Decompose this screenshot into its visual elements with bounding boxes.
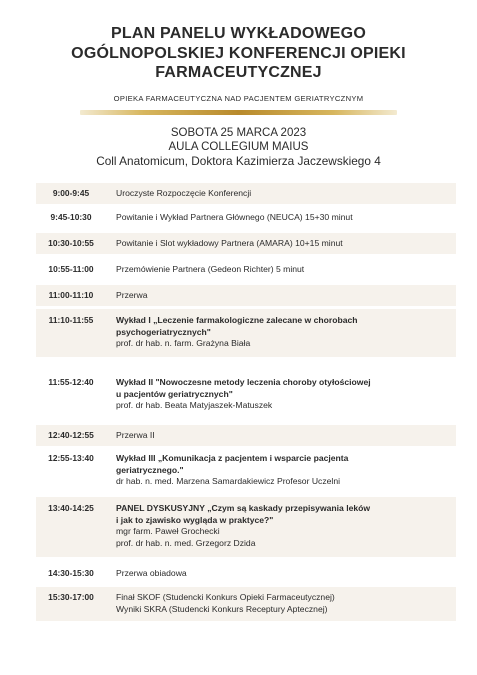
panel-speaker: mgr farm. Paweł Grochecki	[116, 526, 220, 536]
document-title	[20, 24, 457, 83]
schedule-time: 12:40-12:55	[48, 430, 94, 440]
schedule-description	[116, 188, 456, 200]
schedule-row	[36, 372, 456, 420]
schedule-row	[36, 259, 456, 280]
schedule-description	[116, 503, 456, 549]
schedule-description	[116, 592, 456, 615]
schedule-time: 10:30-10:55	[48, 238, 94, 248]
lecture-speaker: prof. dr hab. Beata Matyjaszek-Matuszek	[116, 400, 273, 410]
lecture-title: Wykład I „Leczenie farmakologiczne zalecane w chorobach	[116, 315, 358, 325]
event-info	[20, 126, 457, 169]
title-line-1: PLAN PANELU WYKŁADOWEGO	[111, 25, 366, 42]
lecture-speaker: prof. dr hab. n. farm. Grażyna Biała	[116, 338, 251, 348]
schedule-time: 11:55-12:40	[48, 377, 94, 387]
lecture-title: u pacjentów geriatrycznych"	[116, 388, 233, 399]
schedule-row	[36, 497, 456, 557]
lecture-title: Wykład III „Komunikacja z pacjentem i wsparcie pacjenta	[116, 453, 349, 463]
schedule-row	[36, 233, 456, 254]
schedule-line: Wyniki SKRA (Studencki Konkurs Receptury Aptecznej)	[116, 603, 328, 614]
schedule-description	[116, 568, 456, 580]
schedule-time: 12:55-13:40	[48, 453, 94, 463]
schedule-time: 10:55-11:00	[48, 264, 94, 274]
schedule-row	[36, 587, 456, 621]
schedule-description	[116, 238, 456, 250]
schedule-description	[116, 212, 456, 224]
schedule-description	[116, 430, 456, 442]
panel-title: PANEL DYSKUSYJNY „Czym są kaskady przepisywania leków	[116, 503, 371, 513]
lecture-title: Wykład II "Nowoczesne metody leczenia choroby otyłościowej	[116, 377, 371, 387]
schedule-time: 9:45-10:30	[50, 212, 92, 222]
schedule-description	[116, 290, 456, 302]
schedule-description	[116, 377, 456, 412]
schedule-time: 14:30-15:30	[48, 568, 94, 578]
title-line-2: OGÓLNOPOLSKIEJ KONFERENCJI OPIEKI	[71, 44, 406, 62]
schedule-line: Przerwa II	[116, 430, 155, 440]
schedule-line: Finał SKOF (Studencki Konkurs Opieki Farmaceutycznej)	[116, 592, 335, 602]
schedule-time: 13:40-14:25	[48, 503, 94, 513]
schedule-row	[36, 563, 456, 584]
schedule-row	[36, 207, 456, 228]
schedule-row	[36, 309, 456, 357]
schedule-description	[116, 315, 456, 350]
schedule-description	[116, 453, 456, 488]
schedule-line: Przemówienie Partnera (Gedeon Richter) 5 minut	[116, 264, 305, 274]
schedule-time: 11:10-11:55	[48, 315, 94, 325]
schedule-row	[36, 425, 456, 446]
schedule-description	[116, 264, 456, 276]
schedule-line: Przerwa obiadowa	[116, 568, 187, 578]
schedule-row	[36, 285, 456, 306]
event-venue: AULA COLLEGIUM MAIUS	[168, 141, 309, 154]
schedule-row	[36, 448, 456, 496]
document-subtitle: OPIEKA FARMACEUTYCZNA NAD PACJENTEM GERIATRYCZNYM	[113, 94, 364, 103]
event-address: Coll Anatomicum, Doktora Kazimierza Jaczewskiego 4	[96, 154, 381, 169]
title-line-3: FARMACEUTYCZNEJ	[155, 64, 322, 81]
lecture-title: psychogeriatrycznych"	[116, 326, 211, 337]
schedule-line: Przerwa	[116, 290, 148, 300]
schedule-line: Powitanie i Slot wykładowy Partnera (AMARA) 10+15 minut	[116, 238, 343, 248]
panel-title: i jak to zjawisko wygląda w praktyce?"	[116, 514, 274, 525]
schedule-line: Uroczyste Rozpoczęcie Konferencji	[116, 188, 252, 198]
schedule-row	[36, 183, 456, 204]
schedule-time: 9:00-9:45	[52, 188, 90, 198]
schedule-time: 11:00-11:10	[48, 290, 94, 300]
gold-divider	[80, 110, 397, 115]
panel-speaker: prof. dr hab. n. med. Grzegorz Dzida	[116, 537, 256, 548]
lecture-title: geriatrycznego."	[116, 464, 184, 475]
lecture-speaker: dr hab. n. med. Marzena Samardakiewicz Profesor Uczelni	[116, 476, 341, 486]
event-date: SOBOTA 25 MARCA 2023	[170, 127, 307, 139]
schedule-line: Powitanie i Wykład Partnera Głównego (NEUCA) 15+30 minut	[116, 212, 353, 222]
schedule-time: 15:30-17:00	[48, 592, 94, 602]
